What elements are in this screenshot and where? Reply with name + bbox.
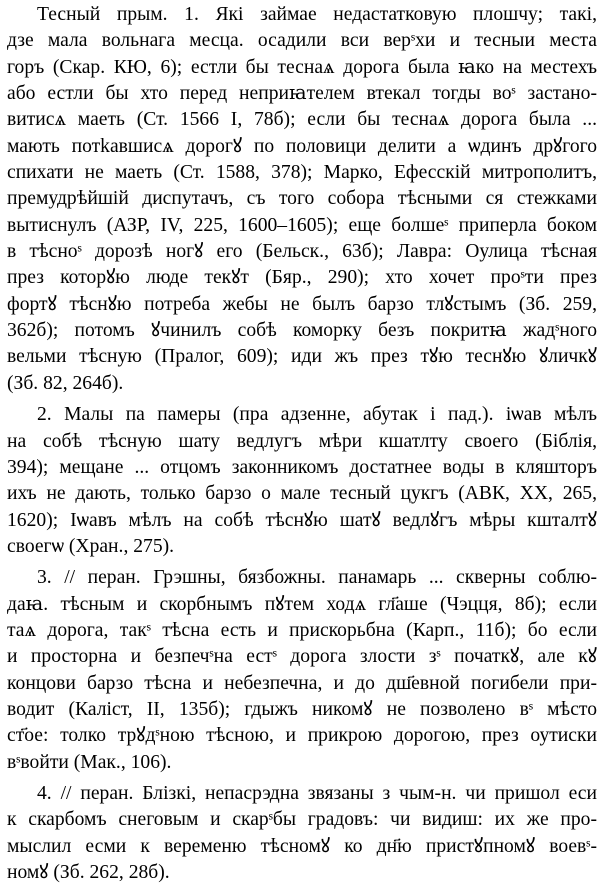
- sense-1-line: витисѧ маеть (Ст. 1566 I, 78б); если бы теснаѧ дорога была ...: [7, 109, 597, 131]
- sense-1-line: Тесный прым. 1. Якi займае недастатковую плошчу; такi,: [37, 4, 597, 25]
- sense-1-line: вытиснулъ (АЗР, IV, 225, 1600–1605); еще болшеˢ приперла боком: [7, 214, 597, 236]
- sense-3-line: и просторна и безпечˢна естˢ дорога злости зˢ початкꙋ, але кꙋ: [7, 646, 597, 668]
- sense-3-line: концови барзо тѣсна и небезпечна, и до дш҃евной погибели при-: [7, 672, 597, 694]
- sense-1-line: през которꙋю люде текꙋт (Бяр., 290); хто хочет проˢти през: [7, 267, 597, 289]
- sense-4-line: мыслил есми к веременю тѣсномꙋ ко дн҃ю пристꙋпномꙋ воевˢ-: [7, 835, 597, 857]
- sense-3-line: таѧ дорога, такˢ тѣсна есть и прискорьбна (Карп., 11б); бо если: [7, 619, 597, 641]
- sense-2-line: ихъ не дають, только барзо о мале тесный цукгъ (АВК, ХХ, 265,: [7, 483, 597, 505]
- sense-1-line: премудрѣйшiй диспутачъ, съ того собора тѣсными ся стежками: [7, 188, 597, 210]
- sense-3-line: вˢвойти (Мак., 106).: [7, 751, 172, 773]
- sense-1-line: 362б); потомъ ꙋчинилъ собѣ коморку безъ покритꙗ жадˢного: [7, 320, 597, 342]
- sense-2-line: 394); мещане ... отцомъ законникомъ достатнее воды в кляшторъ: [7, 456, 597, 478]
- sense-4-line: к скарбомъ снеговым и скарˢбы градовъ: чи видиш: их же про-: [7, 809, 597, 831]
- sense-2-line: 2. Малы па памеры (пра адзенне, абутак i пад.). iѡав мѣлъ: [37, 404, 597, 426]
- sense-2-line: на собѣ тѣсную шату ведлугъ мѣри кшатлту своего (Бiблiя,: [7, 430, 597, 452]
- sense-1-line: (Зб. 82, 264б).: [7, 372, 124, 394]
- sense-1-line: в тѣсноˢ дорозѣ ногꙋ его (Бельск., 63б); Лавра: Оулица тѣсная: [7, 241, 597, 263]
- sense-1-line: фортꙋ тѣснꙋю потреба жебы не былъ барзо тлꙋстымъ (Зб. 259,: [7, 293, 597, 315]
- sense-1-line: спихати не маеть (Ст. 1588, 378); Марко, Ефесскiй митрополитъ,: [7, 162, 597, 184]
- sense-3-line: ст҃ое: толко трꙋдˢною тѣсною, и прикрою дорогою, през оутиски: [7, 725, 597, 747]
- sense-4-line: 4. // перан. Блiзкi, непасрэдна звязаны з чым-н. чи пришол еси: [37, 782, 597, 804]
- sense-1-line: мають потkавшисѧ дорогꙋ по половици делити а ѡдинъ дрꙋгого: [7, 135, 597, 157]
- sense-3-line: водит (Калiст, II, 135б); гдыжъ никомꙋ не позволено вˢ мѣсто: [7, 698, 597, 720]
- sense-2-line: 1620); Iѡавъ мѣлъ на собѣ тѣснꙋю шатꙋ ведлꙋгъ мѣры кшталтꙋ: [7, 509, 597, 531]
- sense-1-line: вельми тѣсную (Пралог, 609); иди жъ през тꙋю теснꙋю ꙋличкꙋ: [7, 346, 597, 368]
- sense-3-line: 3. // перан. Грэшны, бязбожны. панамарь ... скверны соблю-: [37, 567, 597, 589]
- sense-1-line: або естли бы хто перед неприꙗтелем втекал тогды воˢ застано-: [7, 83, 597, 105]
- sense-1-line: горъ (Скар. КЮ, 6); естли бы теснаѧ дорога была ꙗко на местехъ: [7, 56, 597, 78]
- sense-4-line: номꙋ (Зб. 262, 28б).: [7, 862, 170, 883]
- sense-2-line: своегѡ (Хран., 275).: [7, 535, 175, 557]
- sense-3-line: даꙗ. тѣсным и скорбнымъ пꙋтем ходѧ гл҃аше (Чэцця, 8б); если: [7, 593, 597, 615]
- sense-1-line: дзе мала вольнага месца. осадили вси верˢхи и тесныи места: [7, 30, 597, 52]
